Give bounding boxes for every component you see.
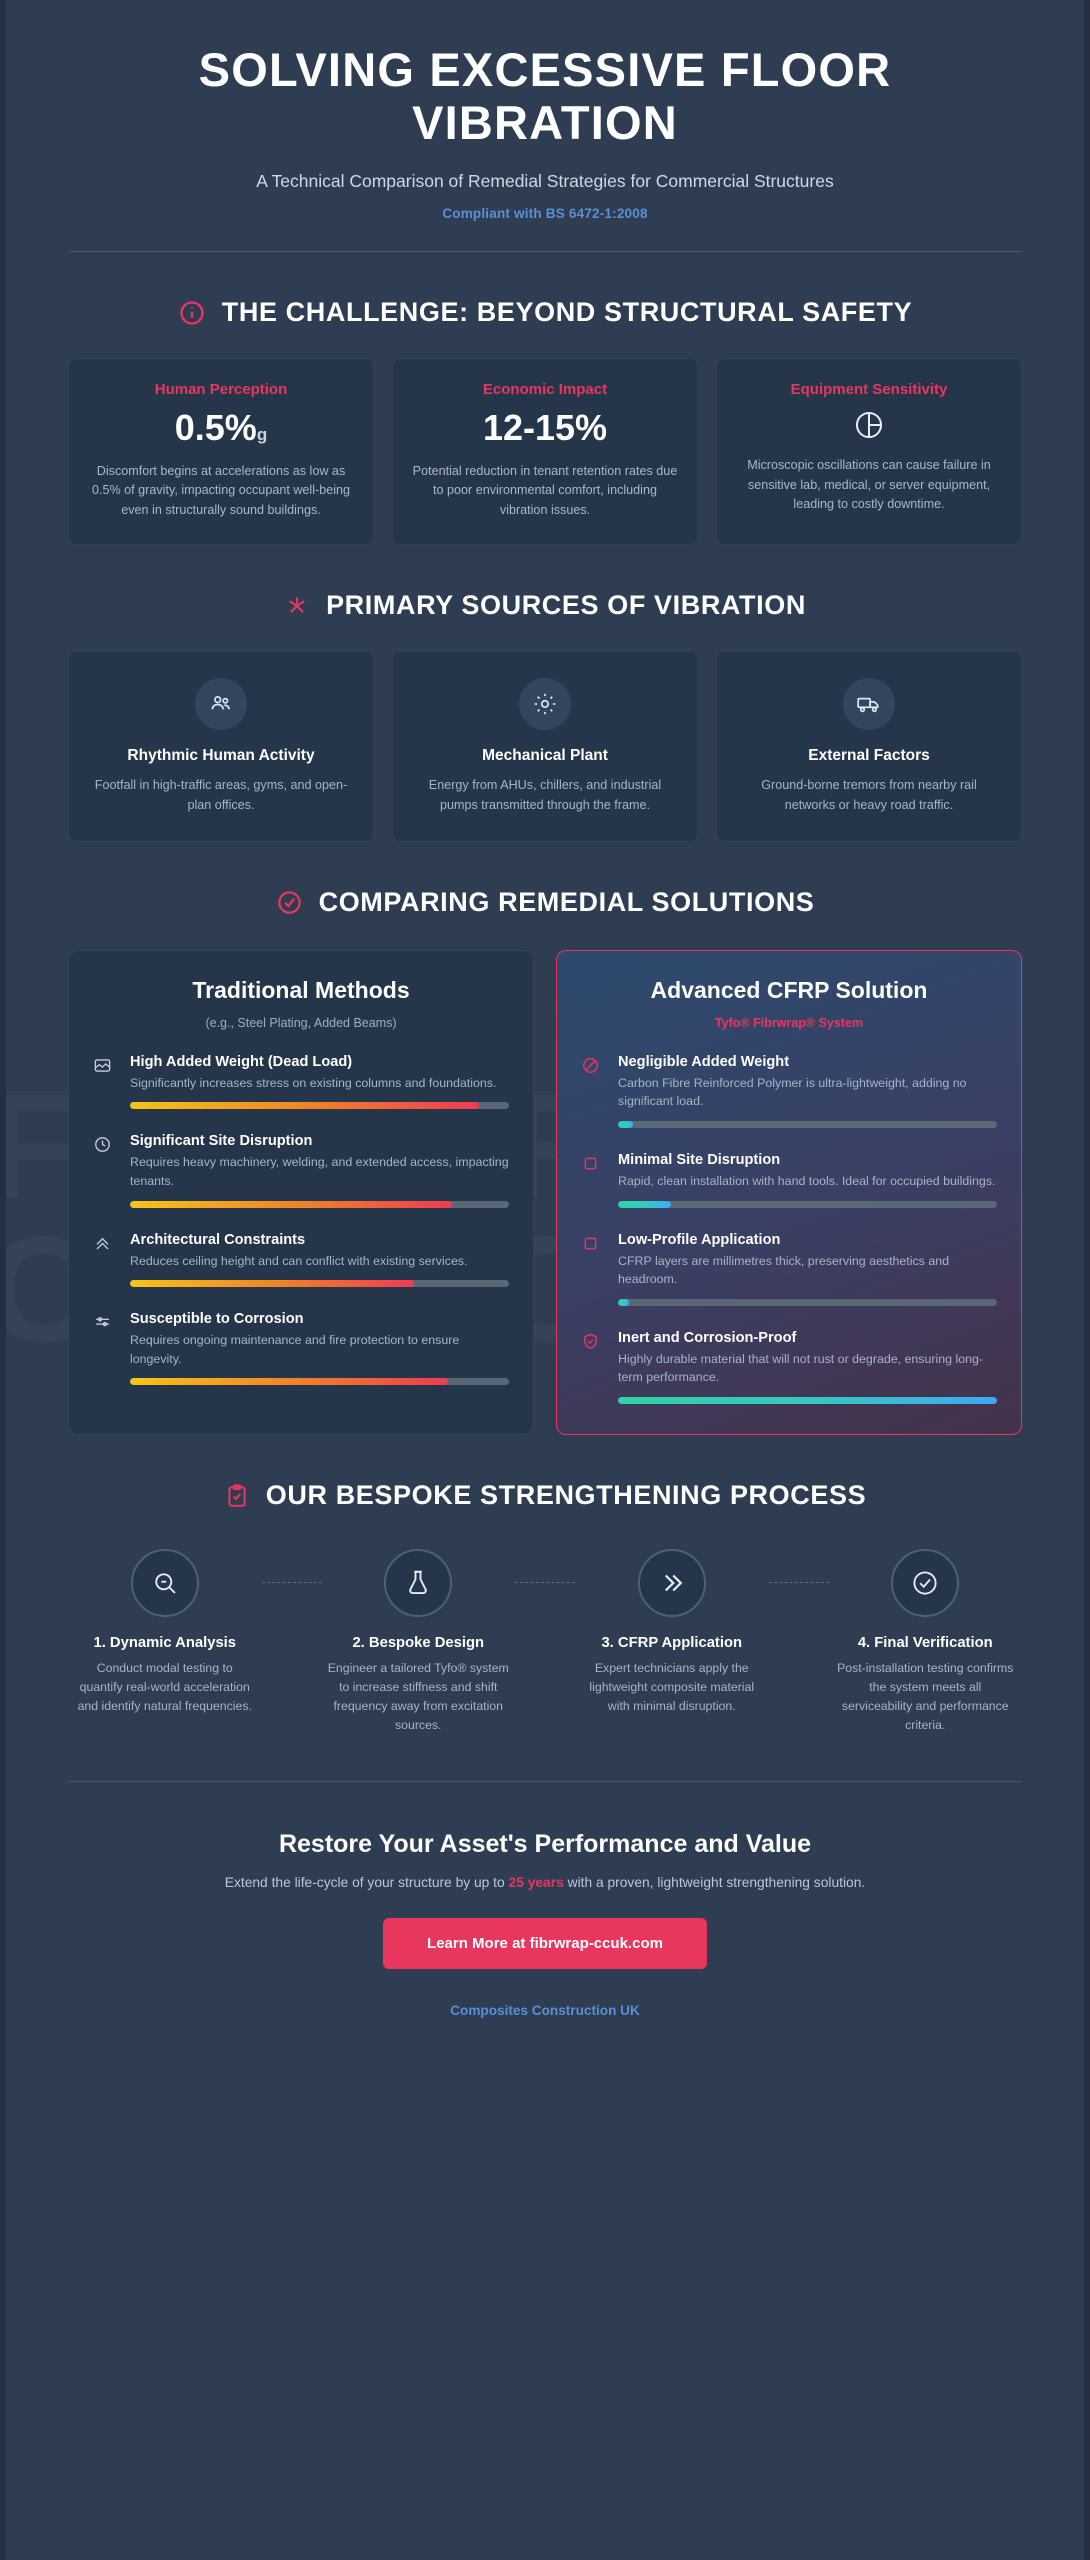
source-desc: Ground-borne tremors from nearby rail networks or heavy road traffic. [761,778,977,812]
process-step [575,1549,769,1716]
step-connector [515,1582,575,1583]
step-title: 1. Dynamic Analysis [93,1634,237,1651]
process-step [68,1549,262,1716]
sources-heading-row [68,589,1022,623]
cfrp-subtitle: Tyfo® Fibrwrap® System [714,1015,864,1030]
cta-text-after: with a proven, lightweight strengthening solution. [563,1875,866,1891]
challenge-heading-row [68,296,1022,330]
info-circle-icon [178,299,206,327]
step-desc: Expert technicians apply the lightweight composite material with minimal disruption. [589,1660,755,1713]
gear-icon [519,678,571,730]
compliance-badge: Compliant with BS 6472-1:2008 [442,206,648,222]
shield-check-icon [581,1330,605,1404]
challenge-heading: THE CHALLENGE: BEYOND STRUCTURAL SAFETY [221,297,913,328]
step-desc: Conduct modal testing to quantify real-world acceleration and identify natural frequencies. [77,1660,252,1713]
item-desc: Rapid, clean installation with hand tools. Ideal for occupied buildings. [618,1174,996,1189]
item-desc: Carbon Fibre Reinforced Polymer is ultra-lightweight, adding no significant load. [618,1075,967,1109]
item-bar [130,1102,509,1109]
source-title: External Factors [808,746,930,764]
item-bar [130,1201,509,1208]
item-bar [130,1378,509,1385]
step-desc: Post-installation testing confirms the system meets all serviceability and performance criteria. [837,1660,1014,1732]
item-bar [618,1201,997,1208]
challenge-card [716,358,1022,545]
source-desc: Energy from AHUs, chillers, and industrial pumps transmitted through the frame. [428,778,662,812]
pie-chart-icon [735,408,1003,442]
item-title: Inert and Corrosion-Proof [618,1329,797,1346]
step-title: 2. Bespoke Design [352,1634,485,1651]
truck-icon [843,678,895,730]
cta-title: Restore Your Asset's Performance and Value [278,1830,812,1859]
cta-text-before: Extend the life-cycle of your structure by up to [224,1875,509,1891]
cfrp-panel [556,950,1022,1435]
cta-text [68,1875,1022,1890]
source-desc: Footfall in high-traffic areas, gyms, and open-plan offices. [94,778,348,812]
card-stat [87,408,355,448]
hero-subtitle: A Technical Comparison of Remedial Strategies for Commercial Structures [256,171,834,192]
process-steps [68,1549,1022,1735]
item-desc: Highly durable material that will not rust or degrade, ensuring long-term performance. [618,1351,984,1385]
item-title: Minimal Site Disruption [618,1152,781,1169]
traditional-subtitle: (e.g., Steel Plating, Added Beams) [205,1015,397,1030]
comparison-panels [68,950,1022,1435]
source-card [716,651,1022,842]
item-title: Significant Site Disruption [130,1133,313,1150]
cta-highlight: 25 years [508,1875,564,1891]
arrows-up-icon [93,1232,117,1288]
magnifier-icon [131,1549,199,1617]
page-title: SOLVING EXCESSIVE FLOOR VIBRATION [198,43,892,149]
challenge-cards [68,358,1022,545]
check-circle-icon [891,1549,959,1617]
vibration-icon [284,593,310,619]
clock-icon [93,1133,117,1207]
cfrp-title: Advanced CFRP Solution [650,976,928,1003]
source-card [68,651,374,842]
double-chevron-icon [638,1549,706,1617]
no-entry-icon [581,1054,605,1128]
source-title: Mechanical Plant [482,746,608,764]
learn-more-button[interactable]: Learn More at fibrwrap-ccuk.com [383,1918,707,1969]
people-group-icon [195,678,247,730]
item-desc: Significantly increases stress on existing columns and foundations. [130,1075,497,1090]
item-title: Low-Profile Application [618,1231,781,1248]
cta-section [68,1830,1022,2058]
list-item [581,1152,997,1208]
process-heading-row [68,1479,1022,1513]
sliders-icon [93,1311,117,1385]
item-title: Negligible Added Weight [618,1053,790,1070]
sources-cards [68,651,1022,842]
step-connector [262,1582,322,1583]
square-icon [581,1152,605,1208]
item-bar [618,1299,997,1306]
source-title: Rhythmic Human Activity [127,746,315,764]
card-title: Equipment Sensitivity [790,381,948,398]
card-stat-value: 0.5% [174,407,257,448]
step-title: 3. CFRP Application [601,1634,743,1651]
challenge-card [392,358,698,545]
item-bar [618,1121,997,1128]
item-title: Architectural Constraints [130,1231,306,1248]
list-item [581,1232,997,1306]
item-desc: CFRP layers are millimetres thick, preserving aesthetics and headroom. [618,1253,949,1287]
process-step [829,1549,1023,1735]
item-desc: Requires ongoing maintenance and fire protection to ensure longevity. [130,1333,460,1366]
challenge-card [68,358,374,545]
process-step [322,1549,516,1735]
weight-icon [93,1054,117,1110]
card-stat-value: 12-15% [482,407,608,448]
source-card [392,651,698,842]
cta-divider [68,1781,1022,1782]
check-circle-icon [276,889,303,916]
card-desc: Microscopic oscillations can cause failure in sensitive lab, medical, or server equipment, leading to costly downtime. [747,458,991,512]
card-stat [411,408,679,448]
footer-link[interactable]: Composites Construction UK [450,2003,640,2019]
traditional-panel [68,950,534,1435]
comparison-heading: COMPARING REMEDIAL SOLUTIONS [318,887,815,918]
comparison-heading-row [68,886,1022,920]
card-title: Economic Impact [482,381,608,398]
hero-section [68,0,1022,252]
card-desc: Discomfort begins at accelerations as low as 0.5% of gravity, impacting occupant well-being even in structurally sound buildings. [91,463,351,517]
card-stat-unit: g [256,425,268,444]
square-icon [581,1232,605,1306]
process-heading: OUR BESPOKE STRENGTHENING PROCESS [265,1480,867,1511]
item-bar [618,1397,997,1404]
sources-heading: PRIMARY SOURCES OF VIBRATION [326,590,806,621]
flask-icon [384,1549,452,1617]
hero-divider [68,251,1022,252]
step-title: 4. Final Verification [857,1634,993,1651]
card-desc: Potential reduction in tenant retention rates due to poor environmental comfort, including vibration issues. [412,463,678,517]
item-title: High Added Weight (Dead Load) [130,1053,353,1070]
list-item [581,1054,997,1128]
step-connector [769,1582,829,1583]
item-desc: Requires heavy machinery, welding, and extended access, impacting tenants. [130,1155,509,1189]
step-desc: Engineer a tailored Tyfo® system to increase stiffness and shift frequency away from excitation sources. [327,1660,509,1732]
list-item [93,1133,509,1207]
list-item [93,1232,509,1288]
card-title: Human Perception [154,381,288,398]
traditional-title: Traditional Methods [192,976,410,1003]
list-item [93,1054,509,1110]
item-title: Susceptible to Corrosion [130,1311,304,1328]
item-desc: Reduces ceiling height and can conflict with existing services. [130,1253,468,1268]
list-item [93,1311,509,1385]
clipboard-check-icon [224,1483,250,1509]
item-bar [130,1280,509,1287]
list-item [581,1330,997,1404]
